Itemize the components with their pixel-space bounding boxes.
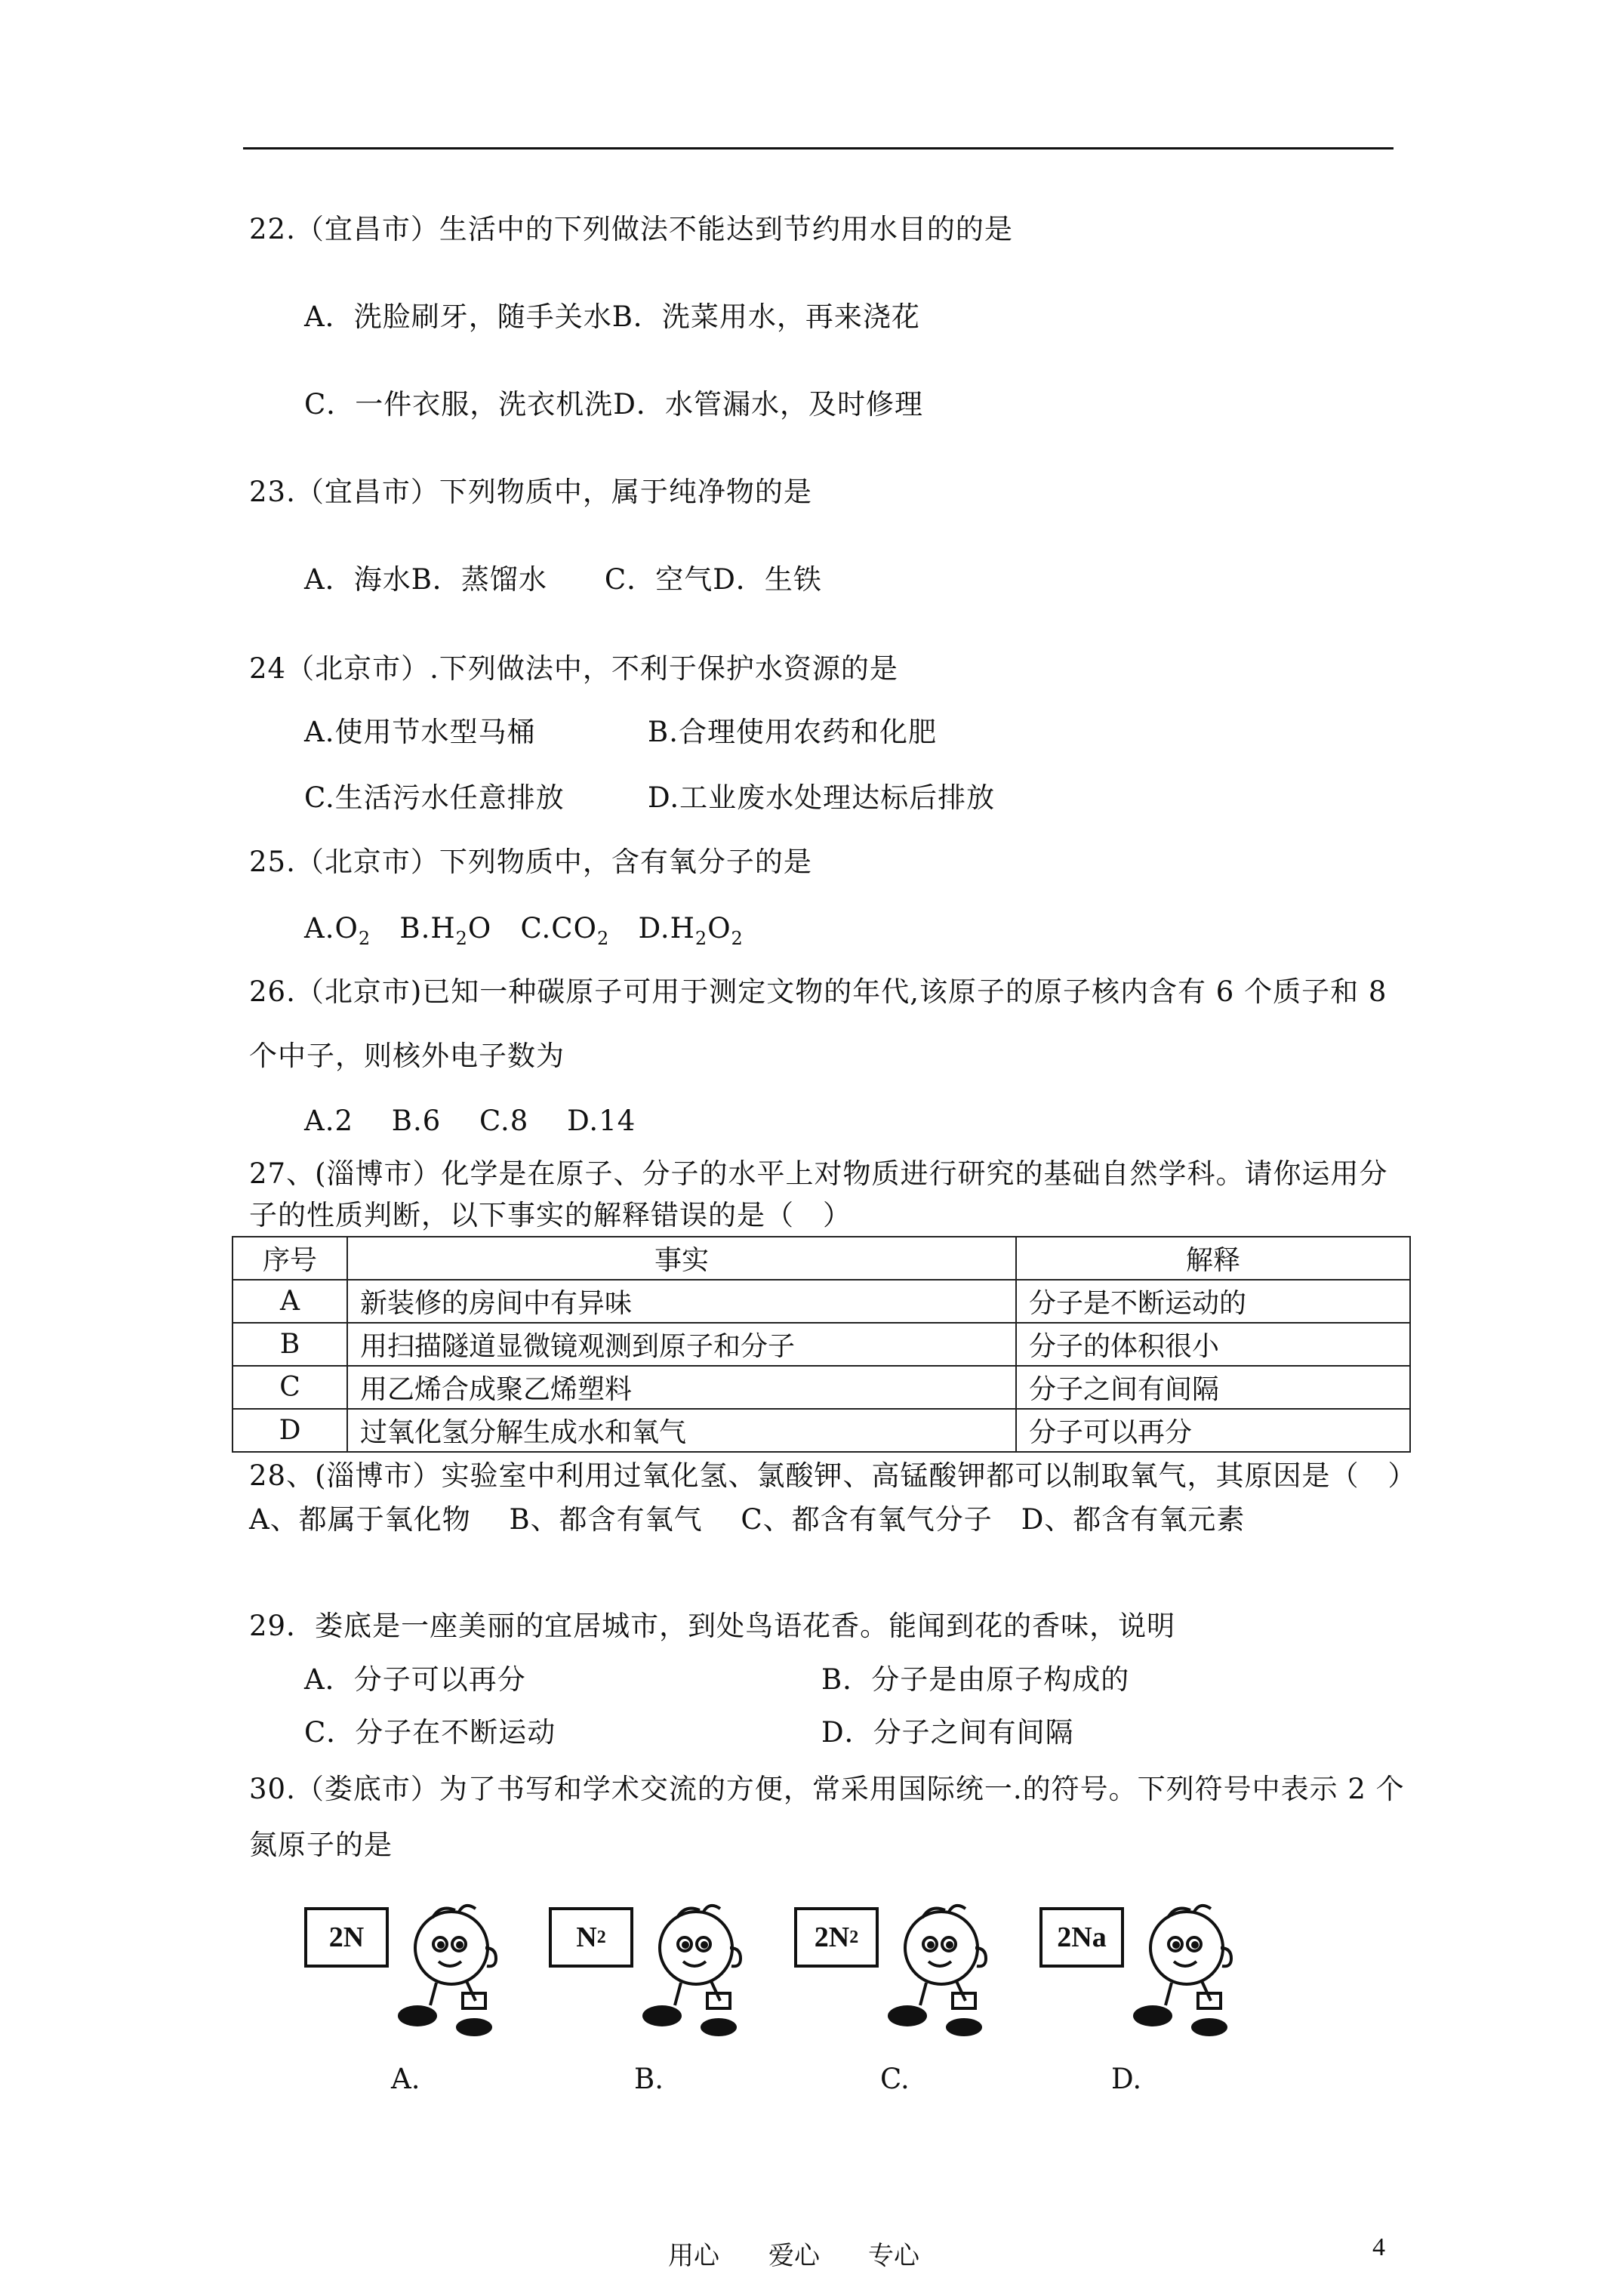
- table-cell: A: [233, 1280, 347, 1323]
- symbol-sign-b: N 2: [549, 1907, 633, 1968]
- q24-option-a: A.使用节水型马桶: [304, 716, 536, 748]
- footer-motto-2: 爱心: [768, 2241, 820, 2271]
- q29-option-b: B．分子是由原子构成的: [821, 1663, 1130, 1696]
- table-header: 事实: [347, 1237, 1016, 1280]
- q25-option-a: $A.O_2$: [304, 912, 371, 949]
- table-row: [233, 1409, 1410, 1452]
- q29-option-c: C．分子在不断运动: [304, 1716, 556, 1749]
- q29-option-a: A．分子可以再分: [304, 1663, 526, 1696]
- q28-stem: 28、(淄博市）实验室中利用过氧化氢、氯酸钾、高锰酸钾都可以制取氧气，其原因是（ ）: [249, 1459, 1417, 1492]
- q25-stem: 25.（北京市）下列物质中，含有氧分子的是: [249, 846, 812, 878]
- footer-motto-3: 专心: [868, 2241, 919, 2271]
- table-cell: 分子可以再分: [1016, 1409, 1410, 1452]
- q22-options-cd: C．一件衣服，洗衣机洗D．水管漏水，及时修理: [304, 388, 923, 421]
- symbol-sign-c: 2N 2: [794, 1907, 879, 1968]
- q30-label-d: D.: [1111, 2063, 1142, 2095]
- table-row: [233, 1280, 1410, 1323]
- q30-figure-d: [1039, 1903, 1243, 2039]
- q24-option-c: C.生活污水任意排放: [304, 781, 565, 814]
- q22-options-ab: A．洗脸刷牙，随手关水B．洗菜用水，再来浇花: [304, 300, 920, 333]
- q29-option-d: D．分子之间有间隔: [821, 1716, 1074, 1749]
- q25-option-b: $B.H_2O$: [399, 912, 492, 949]
- q30-figure-a: [304, 1903, 508, 2039]
- q25-option-c: $C.CO_2$: [520, 912, 610, 949]
- table-cell: 分子是不断运动的: [1016, 1280, 1410, 1323]
- header-rule: [243, 147, 1394, 149]
- q30-figure-b: [549, 1903, 753, 2039]
- q26-options: A.2 B.6 C.8 D.14: [304, 1105, 636, 1137]
- q30-stem-line1: 30.（娄底市）为了书写和学术交流的方便，常采用国际统一.的符号。下列符号中表示 2 个: [249, 1773, 1405, 1805]
- table-row: [233, 1323, 1410, 1366]
- q30-label-c: C.: [880, 2063, 910, 2095]
- table-cell: 分子之间有间隔: [1016, 1366, 1410, 1409]
- table-cell: 分子的体积很小: [1016, 1323, 1410, 1366]
- q27-stem-line1: 27、(淄博市）化学是在原子、分子的水平上对物质进行研究的基础自然学科。请你运用分: [249, 1157, 1388, 1190]
- q23-stem: 23.（宜昌市）下列物质中，属于纯净物的是: [249, 476, 812, 508]
- q28-options: A、都属于氧化物 B、都含有氧气 C、都含有氧气分子 D、都含有氧元素: [249, 1503, 1246, 1536]
- table-cell: 过氧化氢分解生成水和氧气: [347, 1409, 1016, 1452]
- q26-stem-line2: 个中子，则核外电子数为: [249, 1040, 565, 1072]
- page-number: 4: [1372, 2233, 1385, 2261]
- table-cell: 用扫描隧道显微镜观测到原子和分子: [347, 1323, 1016, 1366]
- q24-stem: 24（北京市）.下列做法中，不利于保护水资源的是: [249, 652, 898, 685]
- q25-options: [304, 912, 744, 949]
- q25-option-d: $D.H_2O_2$: [638, 912, 744, 949]
- q22-stem: 22.（宜昌市）生活中的下列做法不能达到节约用水目的的是: [249, 213, 1013, 245]
- table-cell: 用乙烯合成聚乙烯塑料: [347, 1366, 1016, 1409]
- q27-table: [232, 1236, 1411, 1453]
- q26-stem-line1: 26.（北京市)已知一种碳原子可用于测定文物的年代,该原子的原子核内含有 6 个质子和 8: [249, 975, 1387, 1008]
- q29-stem: 29．娄底是一座美丽的宜居城市，到处鸟语花香。能闻到花的香味，说明: [249, 1610, 1176, 1642]
- q30-label-b: B.: [634, 2063, 664, 2095]
- table-cell: B: [233, 1323, 347, 1366]
- table-header-row: [233, 1237, 1410, 1280]
- table-cell: C: [233, 1366, 347, 1409]
- q30-stem-line2: 氮原子的是: [249, 1829, 393, 1861]
- q24-option-d: D.工业废水处理达标后排放: [648, 781, 996, 814]
- table-header: 解释: [1016, 1237, 1410, 1280]
- table-cell: D: [233, 1409, 347, 1452]
- q30-figure-c: [794, 1903, 998, 2039]
- table-row: [233, 1366, 1410, 1409]
- table-header: 序号: [233, 1237, 347, 1280]
- table-cell: 新装修的房间中有异味: [347, 1280, 1016, 1323]
- q23-options: A．海水B．蒸馏水 C．空气D．生铁: [304, 563, 822, 596]
- footer-motto-1: 用心: [668, 2241, 719, 2271]
- q24-option-b: B.合理使用农药和化肥: [648, 716, 937, 748]
- symbol-sign-a: 2N: [304, 1907, 389, 1968]
- q27-stem-line2: 子的性质判断，以下事实的解释错误的是（ ）: [249, 1199, 852, 1231]
- symbol-sign-d: 2Na: [1039, 1907, 1124, 1968]
- q30-label-a: A.: [391, 2063, 420, 2095]
